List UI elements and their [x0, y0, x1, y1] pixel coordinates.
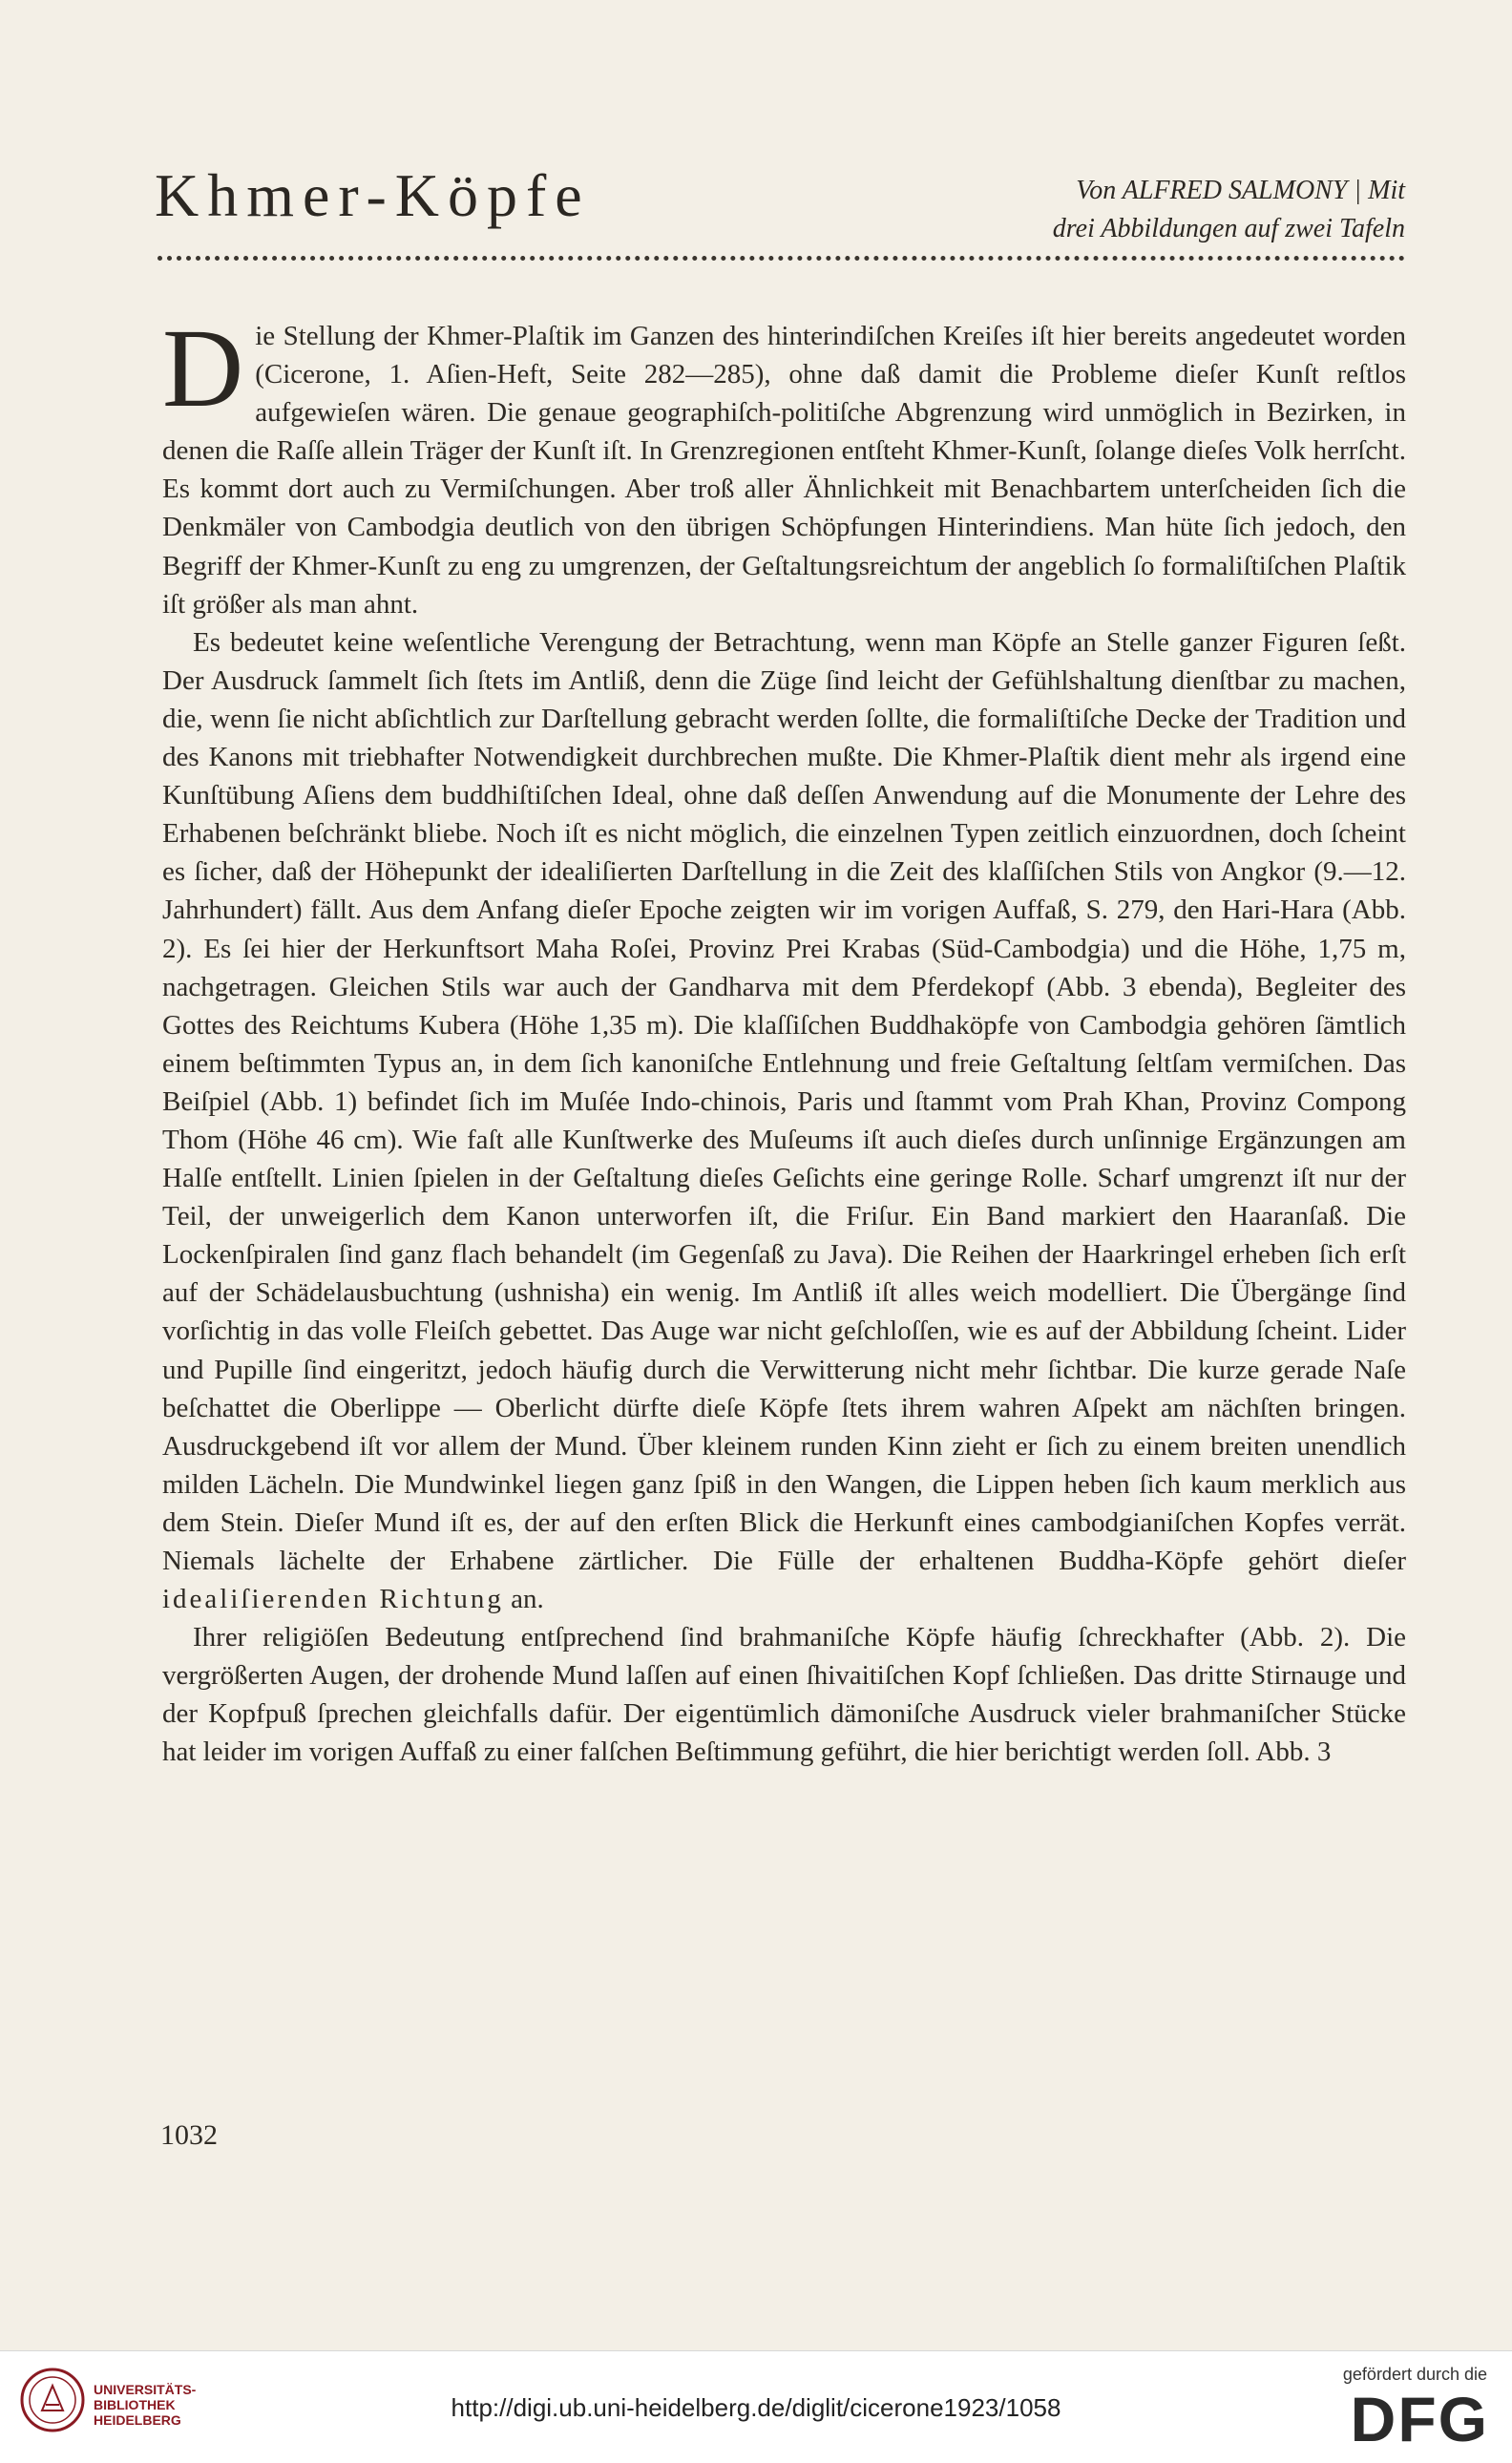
page-number: 1032: [160, 2119, 218, 2151]
paragraph-2-end: an.: [503, 1584, 544, 1615]
byline-line-1: Von ALFRED SALMONY | Mit: [1076, 176, 1405, 205]
source-url-link[interactable]: http://digi.ub.uni-heidelberg.de/diglit/cicerone1923/1058: [451, 2393, 1061, 2422]
library-line-1: UNIVERSITÄTS-: [94, 2382, 197, 2397]
dfg-logo: DFG: [1350, 2384, 1489, 2454]
author-byline: [871, 172, 1405, 248]
paragraph-3: [162, 1618, 1406, 1771]
library-line-2: BIBLIOTHEK: [94, 2397, 176, 2412]
paragraph-3-text: Ihrer religiöſen Bedeutung entſprechend ſind brahmaniſche Köpfe häufig ſchreckhafter (Abb. 2). Die vergrößerten Augen, der drohende Mund laſſen auf einen ſhivaitiſchen Kopf ſchließen. Das dritte Stirnauge und der Kopfpuß ſprechen gleichfalls dafür. Der eigentümlich dämoniſche Ausdruck vieler brahmaniſcher Stücke hat leider im vorigen Auffaß zu einer falſchen Beſtimmung geführt, die hier berichtigt werden ſoll. Abb. 3: [162, 1622, 1406, 1768]
paragraph-2: [162, 623, 1406, 1618]
byline-line-2: drei Abbildungen auf zwei Tafeln: [1052, 214, 1405, 243]
emphasized-phrase: idealiſierenden Richtung: [162, 1584, 504, 1615]
drop-cap: D: [162, 305, 244, 431]
article-title: Khmer-Köpfe: [155, 161, 591, 229]
header-divider: [158, 256, 1405, 261]
funded-by-label: gefördert durch die: [1342, 2365, 1487, 2384]
paragraph-1: [162, 305, 1406, 623]
paragraph-2-text: Es bedeutet keine weſentliche Verengung der Betrachtung, wenn man Köpfe an Stelle ganzer Figuren ſeßt. Der Ausdruck ſammelt ſich ſtets im Antliß, denn die Züge ſind leicht der Gefühlshaltung dienſtbar zu machen, die, wenn ſie nicht abſichtlich zur Darſtellung gebracht werden ſollte, die formaliſtiſche Decke der Tradition und des Kanons mit triebhafter Notwendigkeit durchbrechen mußte. Die Khmer-Plaſtik dient mehr als irgend eine Kunſtübung Aſiens dem buddhiſtiſchen Ideal, ohne daß deſſen Anwendung auf die Monumente der Lehre des Erhabenen beſchränkt bliebe. Noch iſt es nicht möglich, die einzelnen Typen zeitlich einzuordnen, doch ſcheint es ſicher, daß der Höhepunkt der idealiſierten Darſtellung in die Zeit des klaſſiſchen Stils von Angkor (9.—12. Jahrhundert) fällt. Aus dem Anfang dieſer Epoche zeigten wir im vorigen Auffaß, S. 279, den Hari-Hara (Abb. 2). Es ſei hier der Herkunftsort Maha Roſei, Provinz Prei Krabas (Süd-Cambodgia) und die Höhe, 1,75 m, nachgetragen. Gleichen Stils war auch der Gandharva mit dem Pferdekopf (Abb. 3 ebenda), Begleiter des Gottes des Reichtums Kubera (Höhe 1,35 m). Die klaſſiſchen Buddhaköpfe von Cambodgia gehören ſämtlich einem beſtimmten Typus an, in dem ſich kanoniſche Entlehnung und freie Geſtaltung ſeltſam vermiſchen. Das Beiſpiel (Abb. 1) befindet ſich im Muſée Indo-chinois, Paris und ſtammt vom Prah Khan, Provinz Compong Thom (Höhe 46 cm). Wie faſt alle Kunſtwerke des Muſeums iſt auch dieſes durch unſinnige Ergänzungen am Halſe entſtellt. Linien ſpielen in der Geſtaltung dieſes Geſichts eine geringe Rolle. Scharf umgrenzt iſt nur der Teil, der unweigerlich dem Kanon unterworfen iſt, die Friſur. Ein Band markiert den Haaranſaß. Die Lockenſpiralen ſind ganz flach behandelt (im Gegenſaß zu Java). Die Reihen der Haarkringel erheben ſich erſt auf der Schädelausbuchtung (ushnisha) ein wenig. Im Antliß iſt alles weich modelliert. Die Übergänge ſind vorſichtig in das volle Fleiſch gebettet. Das Auge war nicht geſchloſſen, wie es auf der Abbildung ſcheint. Lider und Pupille ſind eingeritzt, jedoch häufig durch die Verwitterung nicht mehr ſichtbar. Die kurze gerade Naſe beſchattet die Oberlippe — Oberlicht dürfte dieſe Köpfe ſtets ihrem wahren Aſpekt am nächſten bringen. Ausdruckgebend iſt vor allem der Mund. Über kleinem runden Kinn zieht er ſich zu einem breiten unendlich milden Lächeln. Die Mundwinkel liegen ganz ſpiß in den Wangen, die Lippen heben ſich kaum merklich aus dem Stein. Dieſer Mund iſt es, der auf den erſten Blick die Herkunft eines cambodgianiſchen Kopfes verrät. Niemals lächelte der Erhabene zärtlicher. Die Fülle der erhaltenen Buddha-Köpfe gehört dieſer: [162, 626, 1406, 1576]
paragraph-1-text: ie Stellung der Khmer-Plaſtik im Ganzen des hinterindiſchen Kreiſes iſt hier bereits angedeutet worden (Cicerone, 1. Aſien-Heft, Seite 282—285), ohne daß damit die Probleme dieſer Kunſt reſtlos aufgewieſen wären. Die genaue geographiſch-politiſche Abgrenzung wird unmöglich in Bezirken, in denen die Raſſe allein Träger der Kunſt iſt. In Grenzregionen entſteht Khmer-Kunſt, ſolange dieſes Volk herrſcht. Es kommt dort auch zu Vermiſchungen. Aber troß aller Ähnlichkeit mit Benachbartem unterſcheiden ſich die Denkmäler von Cambodgia deutlich von den übrigen Schöpfungen Hinterindiens. Man hüte ſich jedoch, den Begriff der Khmer-Kunſt zu eng zu umgrenzen, der Geſtaltungsreichtum der angeblich ſo formaliſtiſchen Plaſtik iſt größer als man ahnt.: [162, 321, 1406, 620]
article-body: [162, 305, 1406, 1772]
library-line-3: HEIDELBERG: [94, 2412, 181, 2428]
digitization-footer: [0, 2350, 1512, 2463]
